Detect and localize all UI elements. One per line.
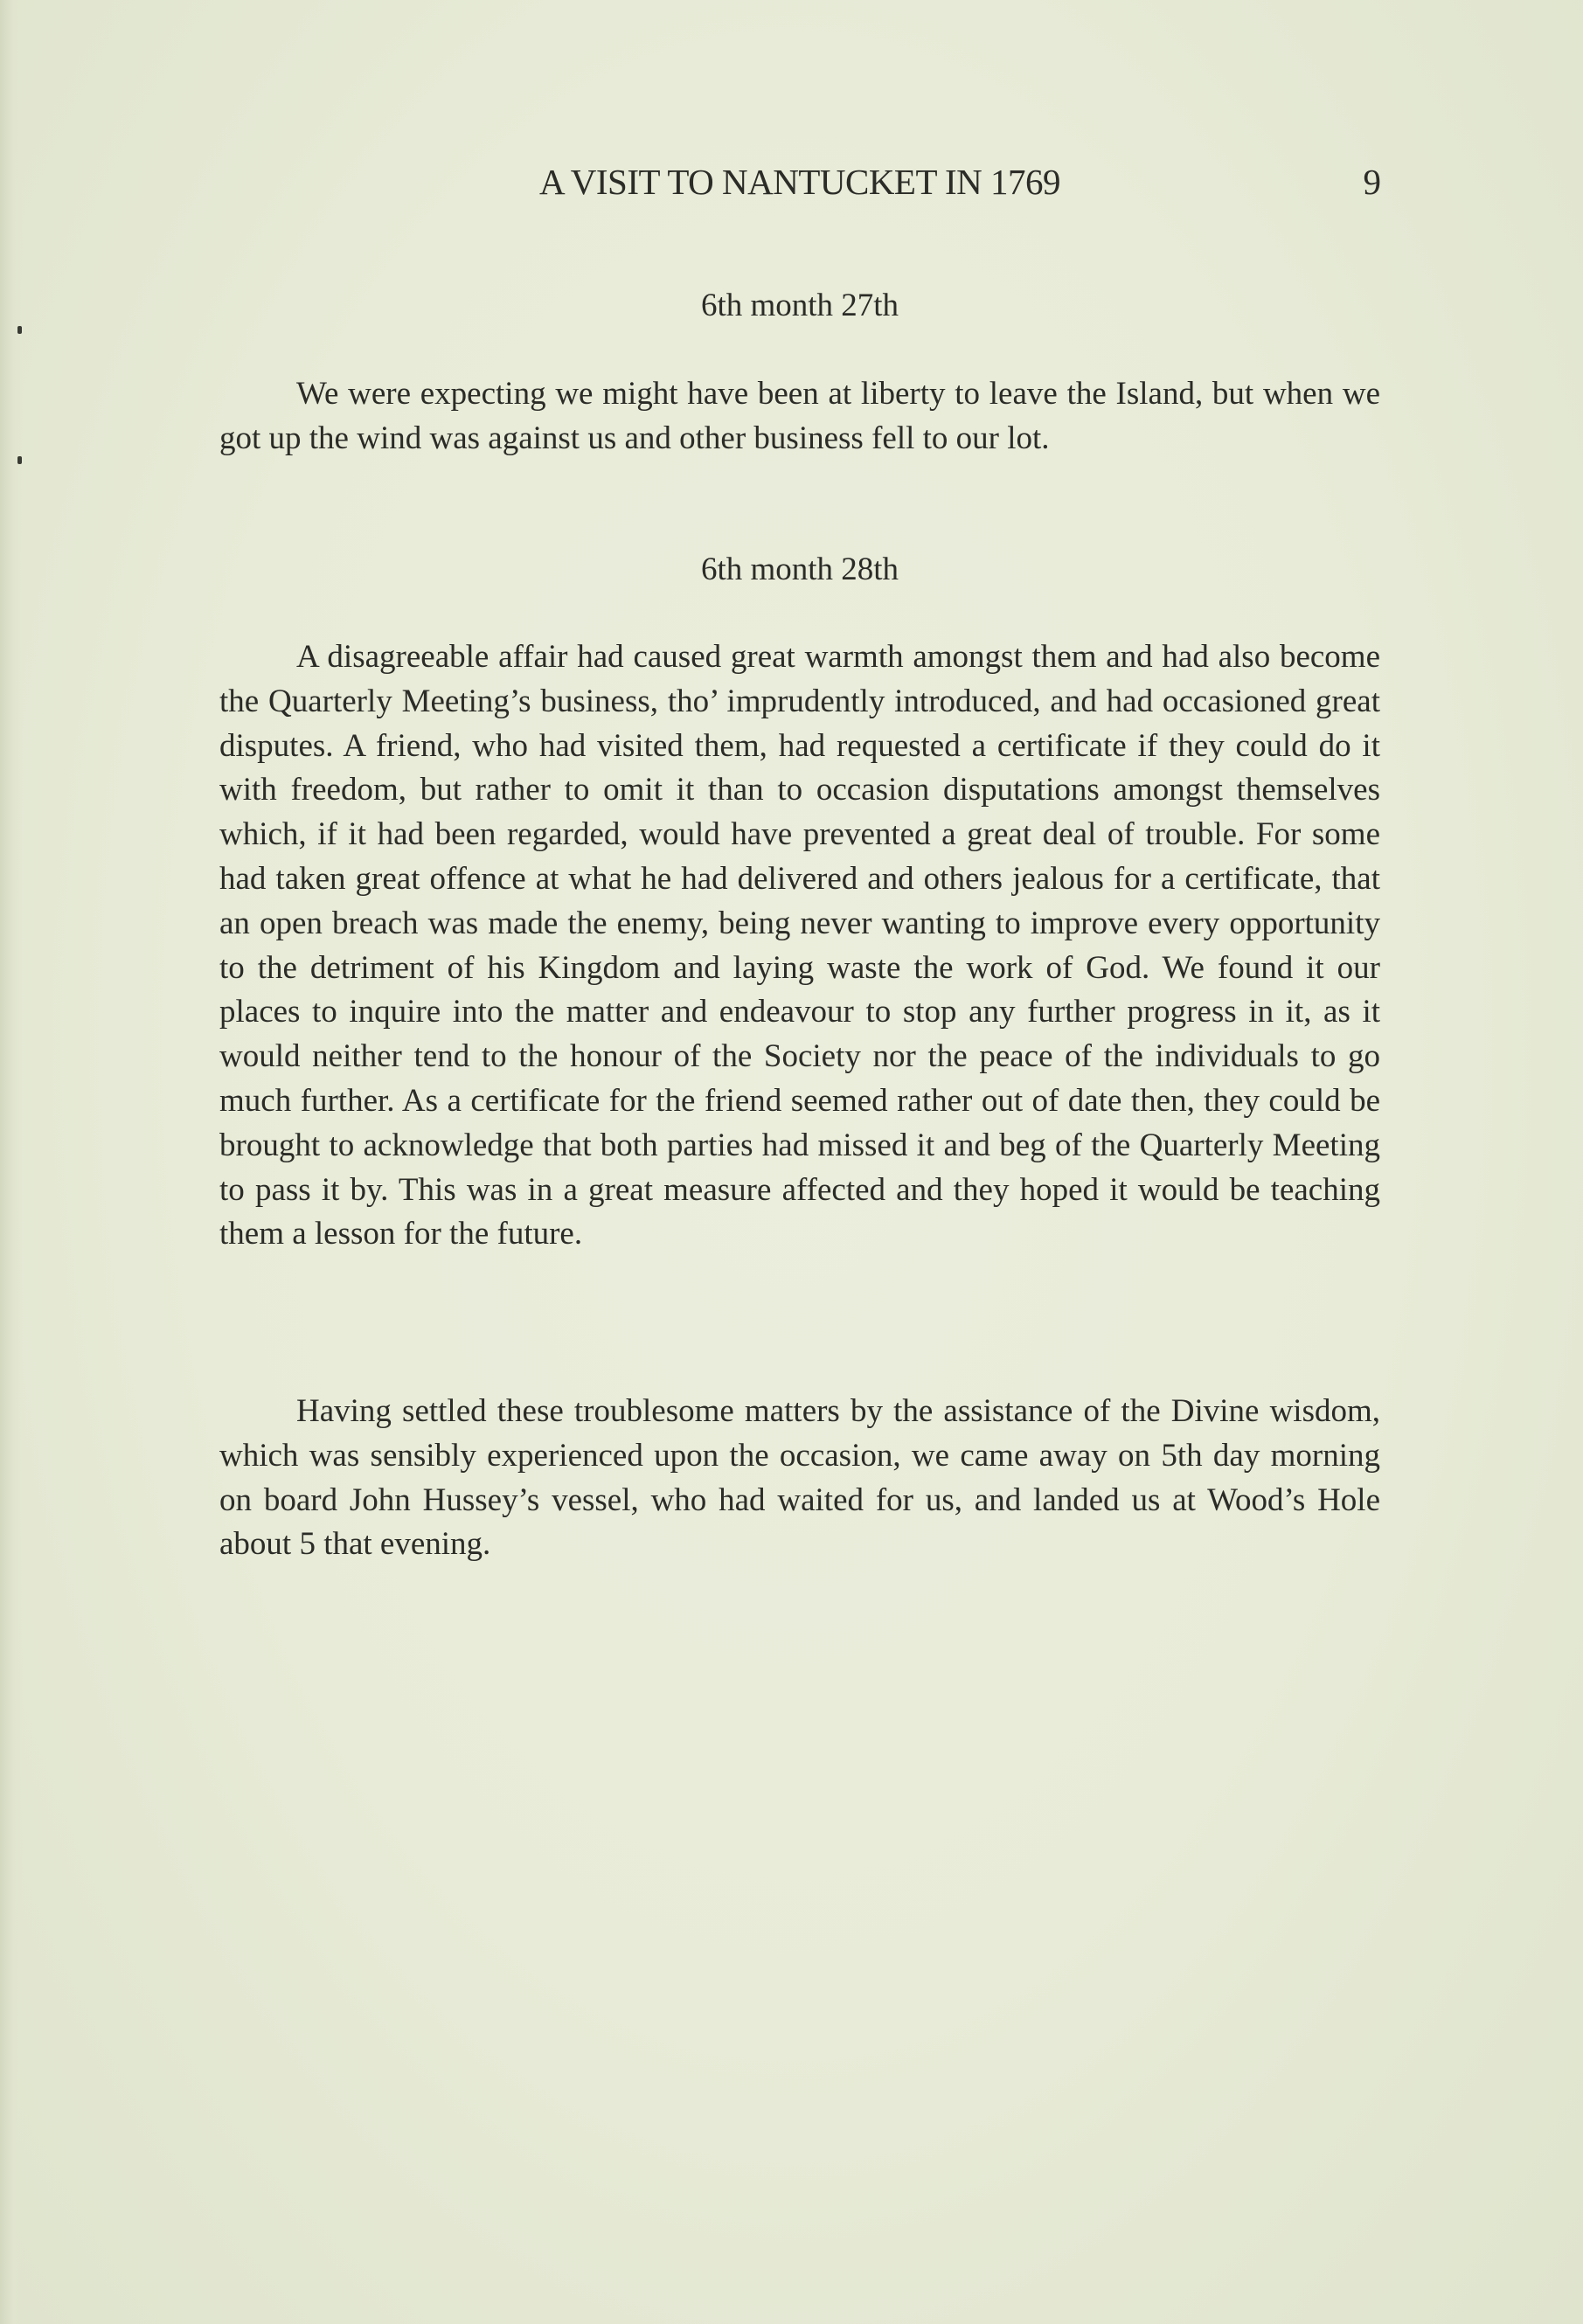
running-title: A VISIT TO NANTUCKET IN 1769	[538, 162, 1061, 202]
binding-mark	[17, 326, 22, 334]
paragraph: A disagreeable affair had caused great warmth amongst them and had also become the Quarterly Meeting’s business, tho’ imprudently introduced, and had occasioned great disputes. A friend, who had visited them, had requested a certificate if they could do it with freedom, but rather to omit it than to occasion disputations amongst themselves which, if it had been regarded, would have prevented a great deal of trouble. For some had taken great offence at what he had delivered and others jealous for a certificate, that an open breach was made the enemy, being never wanting to improve every opportunity to the detriment of his Kingdom and laying waste the work of God. We found it our places to inquire into the matter and endeavour to stop any further progress in it, as it would neither tend to the honour of the Society nor the peace of the individuals to go much further. As a certificate for the friend seemed rather out of date then, they could be brought to acknowledge that both parties had missed it and beg of the Quarterly Meeting to pass it by. This was in a great measure affected and they hoped it would be teaching them a lesson for the future.	[219, 639, 1380, 1252]
paragraph: We were expecting we might have been at liberty to leave the Island, but when we got up the wind was against us and other business fell to our lot.	[219, 376, 1380, 456]
entry-heading: 6th month 28th	[700, 552, 899, 587]
paragraph: Having settled these troublesome matters by the assistance of the Divine wisdom, which was sensibly experienced upon the occasion, we came away on 5th day morning on board John Hussey’s vessel, who had waited for us, and landed us at Wood’s Hole about 5 that evening.	[219, 1393, 1380, 1563]
running-head	[219, 156, 1381, 208]
binding-gutter-shadow	[0, 0, 23, 2324]
binding-mark	[17, 456, 22, 464]
entry-heading: 6th month 27th	[700, 288, 899, 323]
page-number: 9	[1363, 162, 1381, 202]
